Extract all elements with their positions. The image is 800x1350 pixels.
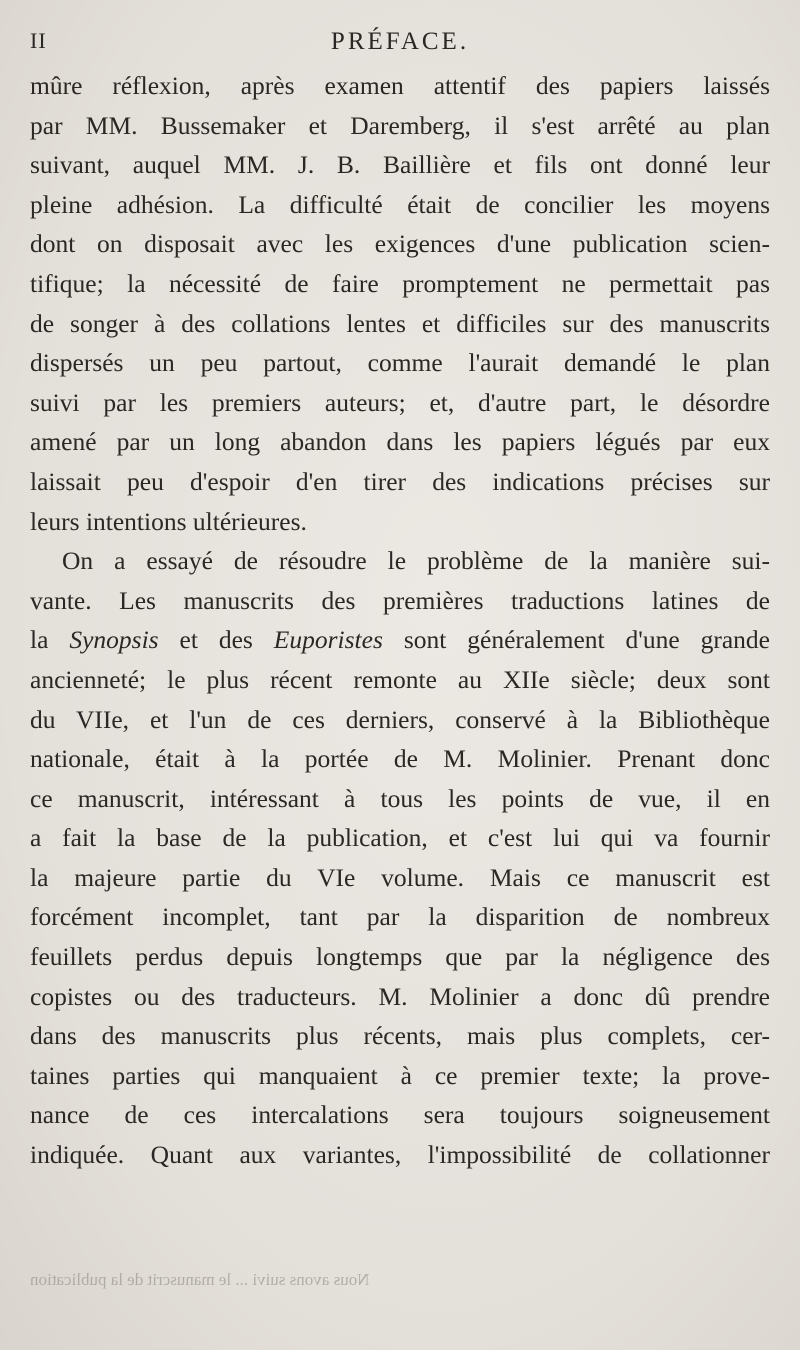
- book-title: Synopsis: [69, 625, 159, 655]
- text-line: On a essayé de résoudre le problème de la manière sui-: [62, 546, 770, 576]
- text-line: ce manuscrit, intéressant à tous les points de vue, il en: [30, 783, 770, 813]
- text-line: a fait la base de la publication, et c'est lui qui va fournir: [30, 823, 770, 853]
- text-line: suivi par les premiers auteurs; et, d'autre part, le désordre: [30, 387, 770, 417]
- page-header: [30, 22, 770, 62]
- text-line: forcément incomplet, tant par la disparition de nombreux: [30, 902, 770, 932]
- body-text: [30, 66, 770, 1175]
- text-line: copistes ou des traducteurs. M. Molinier a donc dû prendre: [30, 981, 770, 1011]
- paragraph-1: [30, 66, 770, 541]
- text-line: indiquée. Quant aux variantes, l'impossibilité de collationner: [30, 1140, 770, 1170]
- book-title: Euporistes: [273, 625, 383, 655]
- page-number: II: [30, 28, 47, 53]
- text-line: pleine adhésion. La difficulté était de concilier les moyens: [30, 189, 770, 219]
- text-line: suivant, auquel MM. J. B. Baillière et fils ont donné leur: [30, 150, 770, 180]
- text-line: feuillets perdus depuis longtemps que par la négligence des: [30, 942, 770, 972]
- text-line: nationale, était à la portée de M. Molinier. Prenant donc: [30, 744, 770, 774]
- text-line: vante. Les manuscrits des premières traductions latines de: [30, 585, 770, 615]
- text-line: dont on disposait avec les exigences d'une publication scien-: [30, 229, 770, 259]
- text-line: du VIIe, et l'un de ces derniers, conservé à la Bibliothèque: [30, 704, 770, 734]
- text-line: leurs intentions ultérieures.: [30, 506, 307, 536]
- text-line: dispersés un peu partout, comme l'aurait demandé le plan: [30, 348, 770, 378]
- text-line: ancienneté; le plus récent remonte au XIIe siècle; deux sont: [30, 664, 770, 694]
- text-line: par MM. Bussemaker et Daremberg, il s'est arrêté au plan: [30, 110, 770, 140]
- bleed-through-text: Nous avons suivi ... le manuscrit de la publication: [30, 1270, 370, 1289]
- text-line: la majeure partie du VIe volume. Mais ce manuscrit est: [30, 862, 770, 892]
- text-line: amené par un long abandon dans les papiers légués par eux: [30, 427, 770, 457]
- text-line: laissait peu d'espoir d'en tirer des indications précises sur: [30, 466, 770, 496]
- paragraph-2: [30, 541, 770, 1175]
- running-title: PRÉFACE.: [330, 28, 470, 55]
- text-line: de songer à des collations lentes et difficiles sur des manuscrits: [30, 308, 770, 338]
- text-line: mûre réflexion, après examen attentif des papiers laissés: [30, 71, 770, 100]
- text-line: la Synopsis et des Euporistes sont généralement d'une grande: [30, 625, 771, 655]
- text-line: tifique; la nécessité de faire promptement ne permettait pas: [30, 268, 770, 298]
- text-line: taines parties qui manquaient à ce premier texte; la prove-: [30, 1060, 770, 1090]
- text-line: nance de ces intercalations sera toujours soigneusement: [30, 1100, 770, 1130]
- text-line: dans des manuscrits plus récents, mais plus complets, cer-: [30, 1021, 770, 1051]
